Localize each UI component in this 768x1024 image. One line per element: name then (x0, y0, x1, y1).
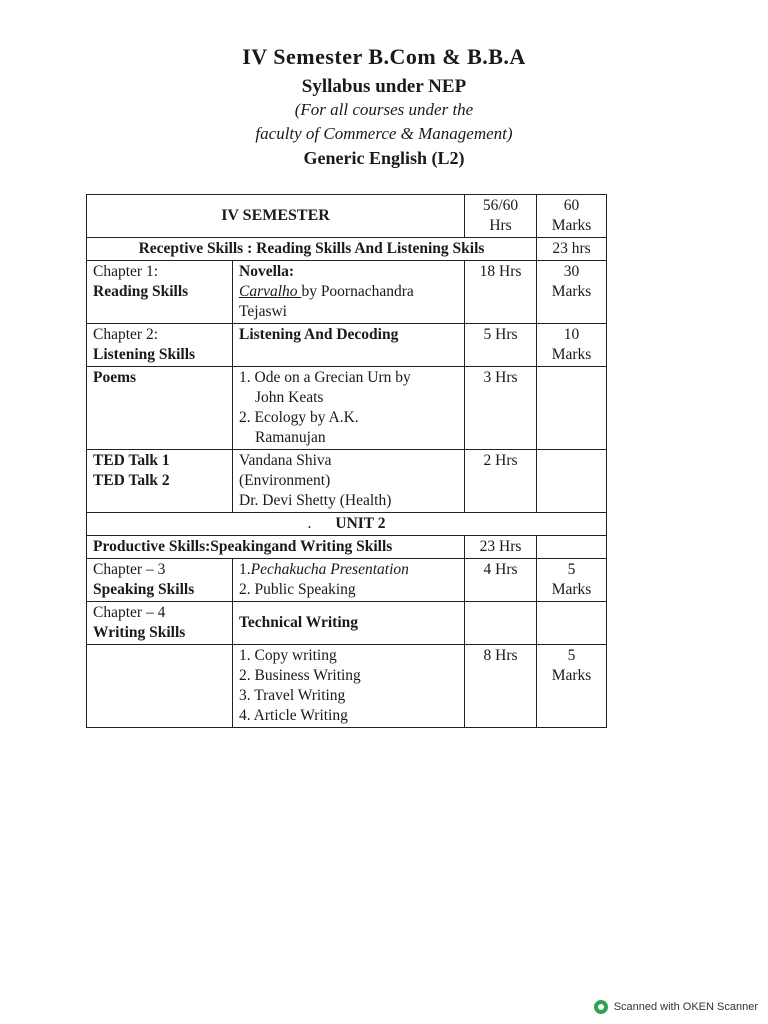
writing-item-1: 1. Copy writing (239, 647, 337, 664)
ted-speaker-1-topic: (Environment) (239, 472, 331, 489)
unit-2-heading (87, 513, 607, 536)
faculty-note-line2: faculty of Commerce & Management) (255, 124, 513, 143)
faculty-note-line1: (For all courses under the (294, 100, 474, 119)
ted-talk-1: TED Talk 1 (93, 452, 170, 469)
course-name: Generic English (L2) (303, 148, 465, 168)
productive-skills-row (87, 536, 607, 559)
ted-speakers-cell (233, 450, 465, 513)
poem-2-author: Ramanujan (255, 429, 326, 446)
document-subtitle: Syllabus under NEP (301, 76, 467, 97)
writing-list-row (87, 645, 607, 728)
total-marks-value: 60 (563, 197, 580, 214)
scanner-label: Scanned with OKEN Scanner (613, 1001, 758, 1013)
total-marks-unit: Marks (551, 217, 592, 234)
ted-talks-cell (87, 450, 233, 513)
chapter-3-label: Chapter – 3 (93, 561, 166, 578)
poems-label: Poems (87, 367, 233, 450)
speaking-hours: 4 Hrs (465, 559, 537, 602)
novella-author: by Poornachandra Tejaswi (239, 283, 414, 320)
writing-list-marks-unit: Marks (551, 667, 592, 684)
unit-2-row (87, 513, 607, 536)
novella-cell (233, 261, 465, 324)
ted-hours: 2 Hrs (465, 450, 537, 513)
total-marks (537, 195, 607, 238)
speaking-topics (233, 559, 465, 602)
listening-topic: Listening And Decoding (233, 324, 465, 367)
receptive-skills-hours: 23 hrs (537, 238, 607, 261)
scanner-watermark (594, 1000, 758, 1014)
poem-1-author: John Keats (255, 389, 324, 406)
reading-marks-value: 30 (563, 263, 580, 280)
chapter-3-title: Speaking Skills (93, 581, 195, 598)
chapter-1-title: Reading Skills (93, 283, 189, 300)
total-hours (465, 195, 537, 238)
chapter-2-label: Chapter 2: (93, 326, 158, 343)
total-hours-value: 56/60 (482, 197, 519, 214)
oken-scanner-icon (594, 1000, 608, 1014)
chapter-1-cell (87, 261, 233, 324)
writing-item-4: 4. Article Writing (239, 707, 348, 724)
ted-talk-2: TED Talk 2 (93, 472, 170, 489)
listening-marks (537, 324, 607, 367)
chapter-4-label: Chapter – 4 (93, 604, 166, 621)
writing-item-3: 3. Travel Writing (239, 687, 346, 704)
poems-list (233, 367, 465, 450)
receptive-skills-label: Receptive Skills : Reading Skills And Listening Skils (87, 238, 537, 261)
listening-skills-row (87, 324, 607, 367)
poems-row (87, 367, 607, 450)
speaking-item-1: Pechakucha Presentation (250, 561, 409, 578)
writing-list-marks-value: 5 (567, 647, 576, 664)
poems-marks (537, 367, 607, 450)
ted-marks (537, 450, 607, 513)
writing-hours-empty (465, 602, 537, 645)
chapter-2-title: Listening Skills (93, 346, 196, 363)
document-title: IV Semester B.Com & B.B.A (242, 44, 526, 69)
chapter-4-cell (87, 602, 233, 645)
syllabus-table (86, 194, 607, 728)
chapter-2-cell (87, 324, 233, 367)
speaking-marks-unit: Marks (551, 581, 592, 598)
ted-speaker-2: Dr. Devi Shetty (Health) (239, 492, 392, 509)
productive-skills-hours: 23 Hrs (465, 536, 537, 559)
listening-marks-unit: Marks (551, 346, 592, 363)
novella-title: Carvalho (239, 283, 302, 300)
writing-list-marks (537, 645, 607, 728)
writing-item-2: 2. Business Writing (239, 667, 361, 684)
poem-1: 1. Ode on a Grecian Urn by (239, 369, 411, 386)
reading-skills-row (87, 261, 607, 324)
semester-heading: IV SEMESTER (87, 195, 465, 238)
chapter-4-title: Writing Skills (93, 624, 186, 641)
poem-2: 2. Ecology by A.K. (239, 409, 359, 426)
receptive-skills-row (87, 238, 607, 261)
writing-list-empty (87, 645, 233, 728)
productive-skills-label: Productive Skills:Speakingand Writing Skills (87, 536, 465, 559)
total-hours-unit: Hrs (489, 217, 512, 234)
writing-list-hours: 8 Hrs (465, 645, 537, 728)
reading-hours: 18 Hrs (465, 261, 537, 324)
listening-hours: 5 Hrs (465, 324, 537, 367)
productive-skills-marks (537, 536, 607, 559)
speaking-item-1-number: 1. (239, 561, 251, 578)
writing-skills-row (87, 602, 607, 645)
reading-marks (537, 261, 607, 324)
unit-2-label: UNIT 2 (335, 515, 386, 532)
speaking-item-2: 2. Public Speaking (239, 581, 356, 598)
chapter-1-label: Chapter 1: (93, 263, 158, 280)
speaking-marks-value: 5 (567, 561, 576, 578)
poems-hours: 3 Hrs (465, 367, 537, 450)
listening-marks-value: 10 (563, 326, 580, 343)
ted-talks-row (87, 450, 607, 513)
speaking-skills-row (87, 559, 607, 602)
reading-marks-unit: Marks (551, 283, 592, 300)
writing-list (233, 645, 465, 728)
writing-marks-empty (537, 602, 607, 645)
table-header-row (87, 195, 607, 238)
unit-2-mark: . (307, 515, 312, 532)
novella-label: Novella: (239, 263, 295, 280)
writing-topic: Technical Writing (233, 602, 465, 645)
speaking-marks (537, 559, 607, 602)
ted-speaker-1: Vandana Shiva (239, 452, 332, 469)
chapter-3-cell (87, 559, 233, 602)
